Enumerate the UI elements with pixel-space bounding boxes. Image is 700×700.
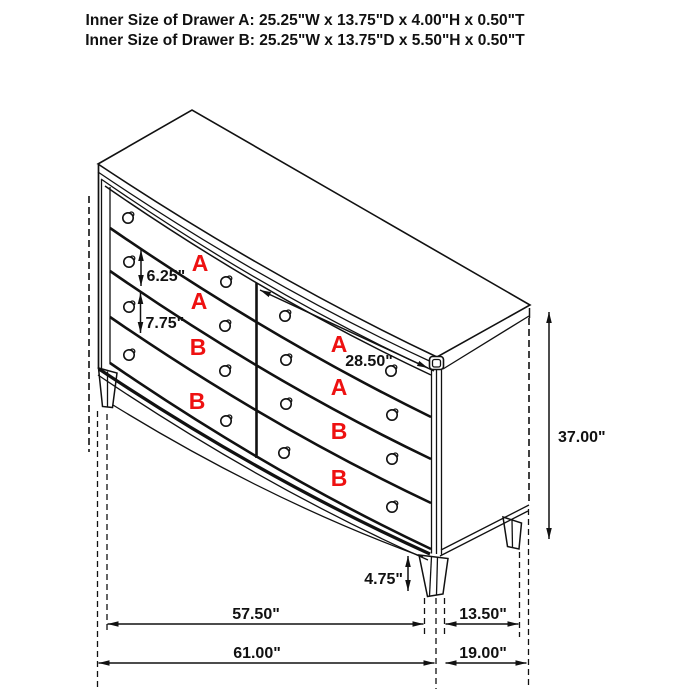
drawer-b-height-label: 7.75" <box>145 315 185 332</box>
drawer-knob <box>387 409 398 420</box>
left-drawer-4-label: B <box>188 388 206 414</box>
front-right-leg-edge-1 <box>430 557 432 597</box>
front-right-leg <box>419 555 448 597</box>
inner-size-drawer-a-text: Inner Size of Drawer A: 25.25"W x 13.75"D x 4.00"H x 0.50"T <box>85 12 525 29</box>
knob-circle <box>387 502 397 512</box>
drawer-knob <box>220 320 231 331</box>
drawer-knob <box>279 447 290 458</box>
knob-circle <box>124 302 134 312</box>
header <box>85 12 525 49</box>
right-drawer-1-label: A <box>330 331 348 357</box>
knob-circle <box>221 416 231 426</box>
drawer-a-height-label: 6.25" <box>146 268 186 285</box>
knob-circle <box>279 448 289 458</box>
knob-circle <box>281 355 291 365</box>
drawer-knob <box>221 276 232 287</box>
skirt-curve <box>113 405 423 557</box>
knob-circle <box>387 410 397 420</box>
top-depth-label: 28.50" <box>345 353 393 370</box>
left-drawer-1-label: A <box>191 250 209 276</box>
leg-height-label: 4.75" <box>364 571 403 588</box>
drawer-knob <box>123 212 134 223</box>
front-width-label: 57.50" <box>232 606 280 623</box>
knob-circle <box>124 350 134 360</box>
drawer-knob <box>124 301 135 312</box>
knob-circle <box>123 213 133 223</box>
knob-circle <box>220 321 230 331</box>
drawer-knob <box>221 415 232 426</box>
right-drawer-3-label: B <box>330 418 348 444</box>
drawer-knob <box>387 501 398 512</box>
drawer-knob <box>281 354 292 365</box>
knob-circle <box>221 277 231 287</box>
knob-circle <box>220 366 230 376</box>
panel-bottom-rail-2 <box>440 511 528 556</box>
overall-height-label: 37.00" <box>558 429 606 446</box>
panel-bottom-rail-1 <box>441 505 529 550</box>
knob-circle <box>281 399 291 409</box>
left-drawer-3-label: B <box>189 334 207 360</box>
legs <box>99 368 522 597</box>
side-depth-label: 13.50" <box>459 606 507 623</box>
knob-circle <box>387 454 397 464</box>
drawer-knob <box>281 398 292 409</box>
knob-circle <box>124 257 134 267</box>
drawer-knob <box>124 256 135 267</box>
left-stile <box>89 165 110 452</box>
drawer-knob <box>280 310 291 321</box>
inner-size-drawer-b-text: Inner Size of Drawer B: 25.25"W x 13.75"D x 5.50"H x 0.50"T <box>85 32 525 49</box>
overall-width-label: 61.00" <box>233 645 281 662</box>
front-right-leg-edge-2 <box>437 557 438 595</box>
bottom-molding <box>98 369 430 560</box>
overall-depth-label: 19.00" <box>459 645 507 662</box>
front-right-post <box>430 357 444 555</box>
row-divider-4 <box>110 363 431 549</box>
drawer-knob <box>387 453 398 464</box>
knob-circle <box>280 311 290 321</box>
right-drawer-4-label: B <box>330 465 348 491</box>
left-drawer-2-label: A <box>190 288 208 314</box>
drawer-knob <box>124 349 135 360</box>
right-drawer-2-label: A <box>330 374 348 400</box>
back-right-leg-edge <box>512 520 513 548</box>
drawer-knob <box>220 365 231 376</box>
molding-bottom <box>98 375 428 560</box>
